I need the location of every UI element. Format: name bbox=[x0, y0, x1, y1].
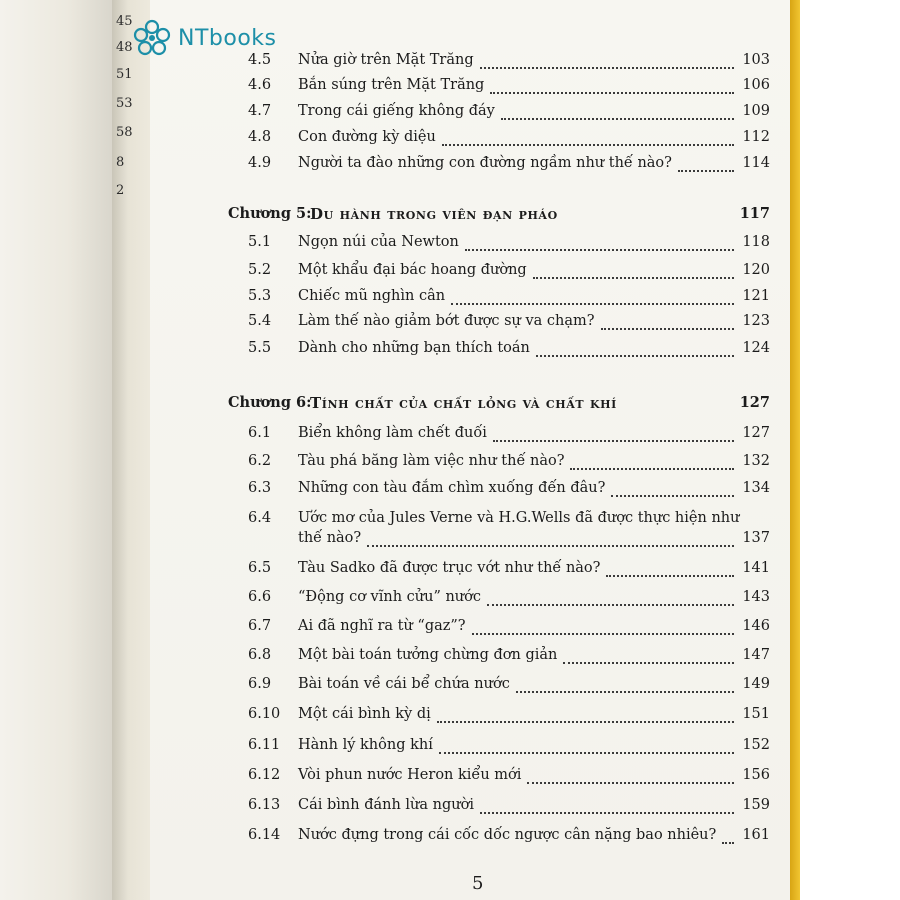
section-number: 6.10 bbox=[248, 706, 281, 722]
section-number: 5.4 bbox=[248, 313, 272, 329]
dot-leader bbox=[487, 603, 734, 606]
section-title: Người ta đào những con đường ngầm như thế nào? bbox=[298, 155, 672, 171]
page-ref: 134 bbox=[742, 480, 770, 496]
previous-page-number: 51 bbox=[116, 67, 133, 82]
section-number: 6.7 bbox=[248, 618, 272, 634]
page-ref: 114 bbox=[742, 155, 770, 171]
section-number: 6.14 bbox=[248, 827, 281, 843]
section-title: Ai đã nghĩ ra từ “gaz”? bbox=[298, 618, 466, 634]
previous-page-number: 45 bbox=[116, 14, 133, 29]
dot-leader bbox=[442, 143, 734, 146]
section-title: Biển không làm chết đuối bbox=[298, 425, 487, 441]
page-ref: 127 bbox=[739, 394, 770, 411]
toc-row bbox=[0, 234, 900, 256]
section-number: 4.9 bbox=[248, 155, 272, 171]
section-title: Chiếc mũ nghìn cân bbox=[298, 288, 446, 304]
page-ref: 109 bbox=[742, 103, 770, 119]
chapter-number: Chương 5: bbox=[228, 205, 312, 222]
page-ref: 127 bbox=[742, 425, 770, 441]
section-number: 5.3 bbox=[248, 288, 272, 304]
dot-leader bbox=[516, 690, 734, 693]
dot-leader bbox=[472, 632, 734, 635]
toc-row bbox=[0, 530, 900, 552]
section-title: Một bài toán tưởng chừng đơn giản bbox=[298, 647, 558, 663]
toc-row bbox=[0, 676, 900, 698]
section-title: Ngọn núi của Newton bbox=[298, 234, 459, 250]
section-number: 6.13 bbox=[248, 797, 281, 813]
toc-chapter-row bbox=[0, 394, 900, 416]
section-title: Bài toán về cái bể chứa nước bbox=[298, 676, 510, 692]
page-ref: 132 bbox=[742, 453, 770, 469]
chapter-number: Chương 6: bbox=[228, 394, 312, 411]
section-title: Cái bình đánh lừa người bbox=[298, 797, 474, 813]
section-title: Bắn súng trên Mặt Trăng bbox=[298, 77, 485, 93]
dot-leader bbox=[563, 661, 734, 664]
dot-leader bbox=[480, 66, 734, 69]
chapter-title: Du hành trong viên đạn pháo bbox=[310, 205, 558, 223]
chapter-title: Tính chất của chất lỏng và chất khí bbox=[310, 394, 617, 412]
dot-leader bbox=[367, 544, 734, 547]
page-ref: 141 bbox=[742, 560, 770, 576]
section-title: Hành lý không khí bbox=[298, 737, 433, 753]
toc-chapter-row bbox=[0, 205, 900, 227]
section-title: Nửa giờ trên Mặt Trăng bbox=[298, 52, 474, 68]
section-number: 6.9 bbox=[248, 676, 272, 692]
section-number: 4.5 bbox=[248, 52, 272, 68]
page-number: 5 bbox=[472, 873, 484, 894]
section-title: Dành cho những bạn thích toán bbox=[298, 340, 530, 356]
page-ref: 117 bbox=[739, 205, 770, 222]
section-number: 6.12 bbox=[248, 767, 281, 783]
previous-page-number: 8 bbox=[116, 155, 125, 170]
section-title: Một cái bình kỳ dị bbox=[298, 706, 431, 722]
toc-row bbox=[0, 77, 900, 99]
toc-row bbox=[0, 453, 900, 475]
toc-row bbox=[0, 589, 900, 611]
page-ref: 147 bbox=[742, 647, 770, 663]
toc-row bbox=[0, 510, 900, 532]
section-number: 4.7 bbox=[248, 103, 272, 119]
section-title: Tàu phá băng làm việc như thế nào? bbox=[298, 453, 565, 469]
section-number: 4.8 bbox=[248, 129, 272, 145]
toc-row bbox=[0, 155, 900, 177]
page-ref: 149 bbox=[742, 676, 770, 692]
toc-row bbox=[0, 340, 900, 362]
page-ref: 143 bbox=[742, 589, 770, 605]
section-number: 6.6 bbox=[248, 589, 272, 605]
toc-row bbox=[0, 737, 900, 759]
section-title: Làm thế nào giảm bớt được sự va chạm? bbox=[298, 313, 595, 329]
section-number: 6.1 bbox=[248, 425, 272, 441]
section-number: 5.2 bbox=[248, 262, 272, 278]
toc-row bbox=[0, 706, 900, 728]
dot-leader bbox=[480, 811, 734, 814]
toc-row bbox=[0, 313, 900, 335]
dot-leader bbox=[536, 354, 734, 357]
section-title: Ước mơ của Jules Verne và H.G.Wells đã được thực hiện như bbox=[298, 510, 740, 526]
section-number: 4.6 bbox=[248, 77, 272, 93]
section-number: 6.5 bbox=[248, 560, 272, 576]
page-ref: 112 bbox=[742, 129, 770, 145]
dot-leader bbox=[465, 248, 734, 251]
page-ref: 120 bbox=[742, 262, 770, 278]
toc-row bbox=[0, 560, 900, 582]
toc-row bbox=[0, 425, 900, 447]
dot-leader bbox=[722, 841, 734, 844]
dot-leader bbox=[527, 781, 734, 784]
dot-leader bbox=[493, 439, 734, 442]
toc-row bbox=[0, 262, 900, 284]
page-ref: 159 bbox=[742, 797, 770, 813]
dot-leader bbox=[611, 494, 734, 497]
section-number: 6.8 bbox=[248, 647, 272, 663]
section-title: Vòi phun nước Heron kiểu mới bbox=[298, 767, 522, 783]
section-number: 6.11 bbox=[248, 737, 281, 753]
page-ref: 156 bbox=[742, 767, 770, 783]
previous-page-number: 2 bbox=[116, 183, 125, 198]
section-number: 6.2 bbox=[248, 453, 272, 469]
section-title: Những con tàu đắm chìm xuống đến đâu? bbox=[298, 480, 606, 496]
page-ref: 123 bbox=[742, 313, 770, 329]
toc-row bbox=[0, 647, 900, 669]
dot-leader bbox=[533, 276, 734, 279]
toc-row bbox=[0, 767, 900, 789]
dot-leader bbox=[501, 117, 734, 120]
dot-leader bbox=[601, 327, 734, 330]
section-title: Tàu Sadko đã được trục vớt như thế nào? bbox=[298, 560, 601, 576]
section-title: thế nào? bbox=[298, 530, 362, 546]
previous-page-number: 58 bbox=[116, 125, 133, 140]
section-number: 6.4 bbox=[248, 510, 272, 526]
dot-leader bbox=[451, 302, 734, 305]
section-title: Nước đựng trong cái cốc dốc ngược cân nặng bao nhiêu? bbox=[298, 827, 717, 843]
page-ref: 106 bbox=[742, 77, 770, 93]
dot-leader bbox=[570, 467, 734, 470]
page-ref: 121 bbox=[742, 288, 770, 304]
page-ref: 118 bbox=[742, 234, 770, 250]
section-title: Con đường kỳ diệu bbox=[298, 129, 436, 145]
page-ref: 103 bbox=[742, 52, 770, 68]
section-number: 5.5 bbox=[248, 340, 272, 356]
page-ref: 137 bbox=[742, 530, 770, 546]
page-ref: 124 bbox=[742, 340, 770, 356]
previous-page-number: 48 bbox=[116, 40, 133, 55]
section-title: “Động cơ vĩnh cửu” nước bbox=[298, 589, 481, 605]
dot-leader bbox=[437, 720, 734, 723]
page-ref: 146 bbox=[742, 618, 770, 634]
toc-row bbox=[0, 827, 900, 849]
section-number: 6.3 bbox=[248, 480, 272, 496]
dot-leader bbox=[678, 169, 734, 172]
section-title: Trong cái giếng không đáy bbox=[298, 103, 495, 119]
page-ref: 161 bbox=[742, 827, 770, 843]
previous-page-number: 53 bbox=[116, 96, 133, 111]
toc-row bbox=[0, 480, 900, 502]
toc-row bbox=[0, 618, 900, 640]
dot-leader bbox=[490, 91, 734, 94]
toc-row bbox=[0, 797, 900, 819]
section-title: Một khẩu đại bác hoang đường bbox=[298, 262, 527, 278]
dot-leader bbox=[606, 574, 734, 577]
toc-row bbox=[0, 52, 900, 74]
dot-leader bbox=[439, 751, 734, 754]
toc-row bbox=[0, 288, 900, 310]
page-ref: 152 bbox=[742, 737, 770, 753]
toc-row bbox=[0, 103, 900, 125]
section-number: 5.1 bbox=[248, 234, 272, 250]
page-ref: 151 bbox=[742, 706, 770, 722]
logo-text: NTbooks bbox=[178, 25, 277, 51]
toc-row bbox=[0, 129, 900, 151]
